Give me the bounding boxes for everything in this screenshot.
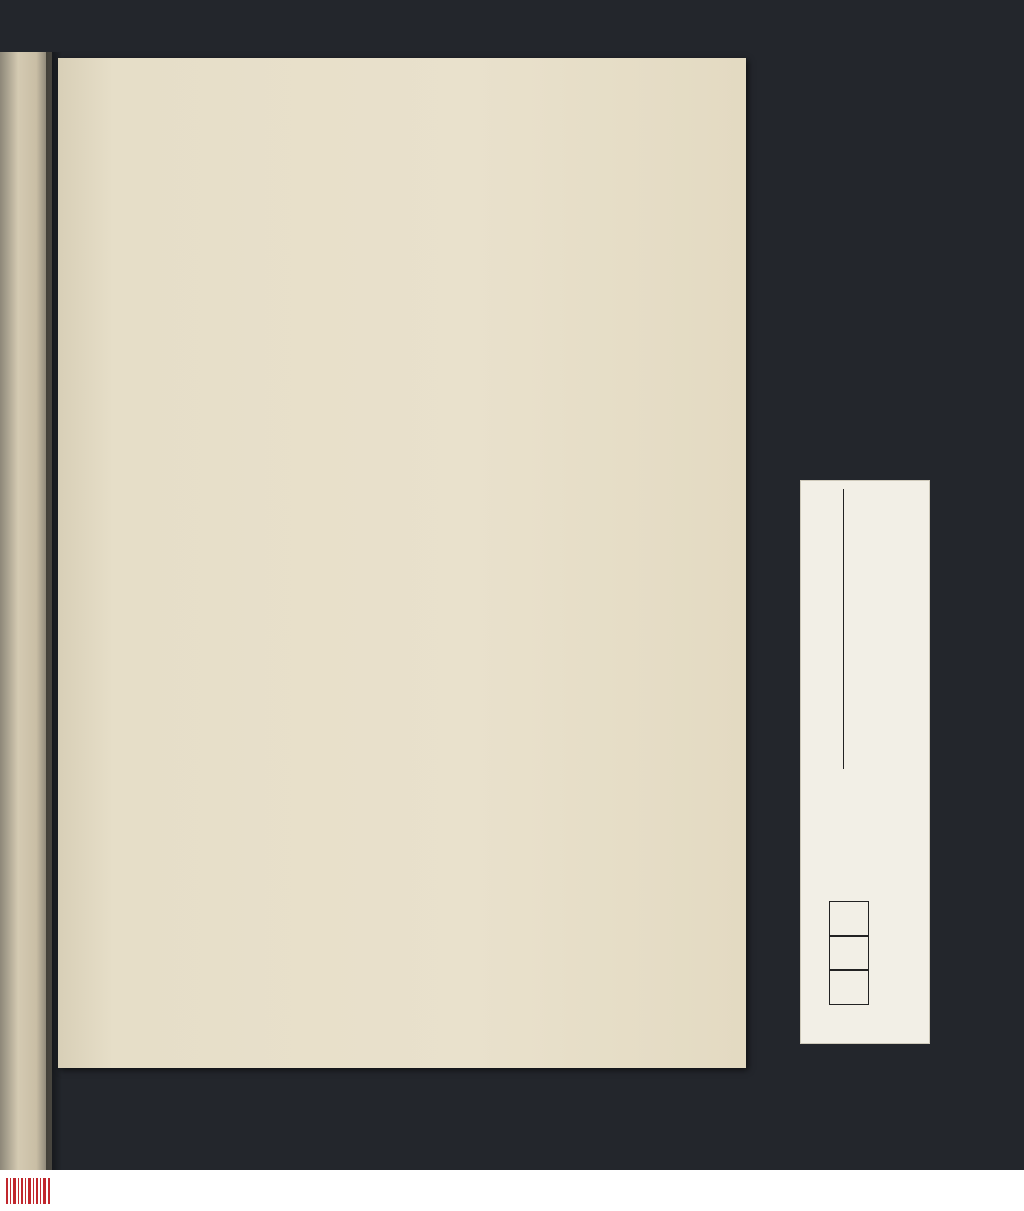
ruler (805, 489, 844, 769)
book-page (58, 58, 746, 1068)
barcode-icon (6, 1178, 50, 1204)
gray-scale-label (845, 781, 875, 891)
swatch-mid (829, 935, 869, 971)
color-target (800, 480, 930, 1044)
footer-bar (0, 1170, 1024, 1211)
library-title (897, 491, 927, 1031)
left-page-fragments (2, 100, 48, 1050)
running-header (258, 94, 698, 126)
swatch-dark (829, 901, 869, 937)
swatch-light (829, 969, 869, 1005)
